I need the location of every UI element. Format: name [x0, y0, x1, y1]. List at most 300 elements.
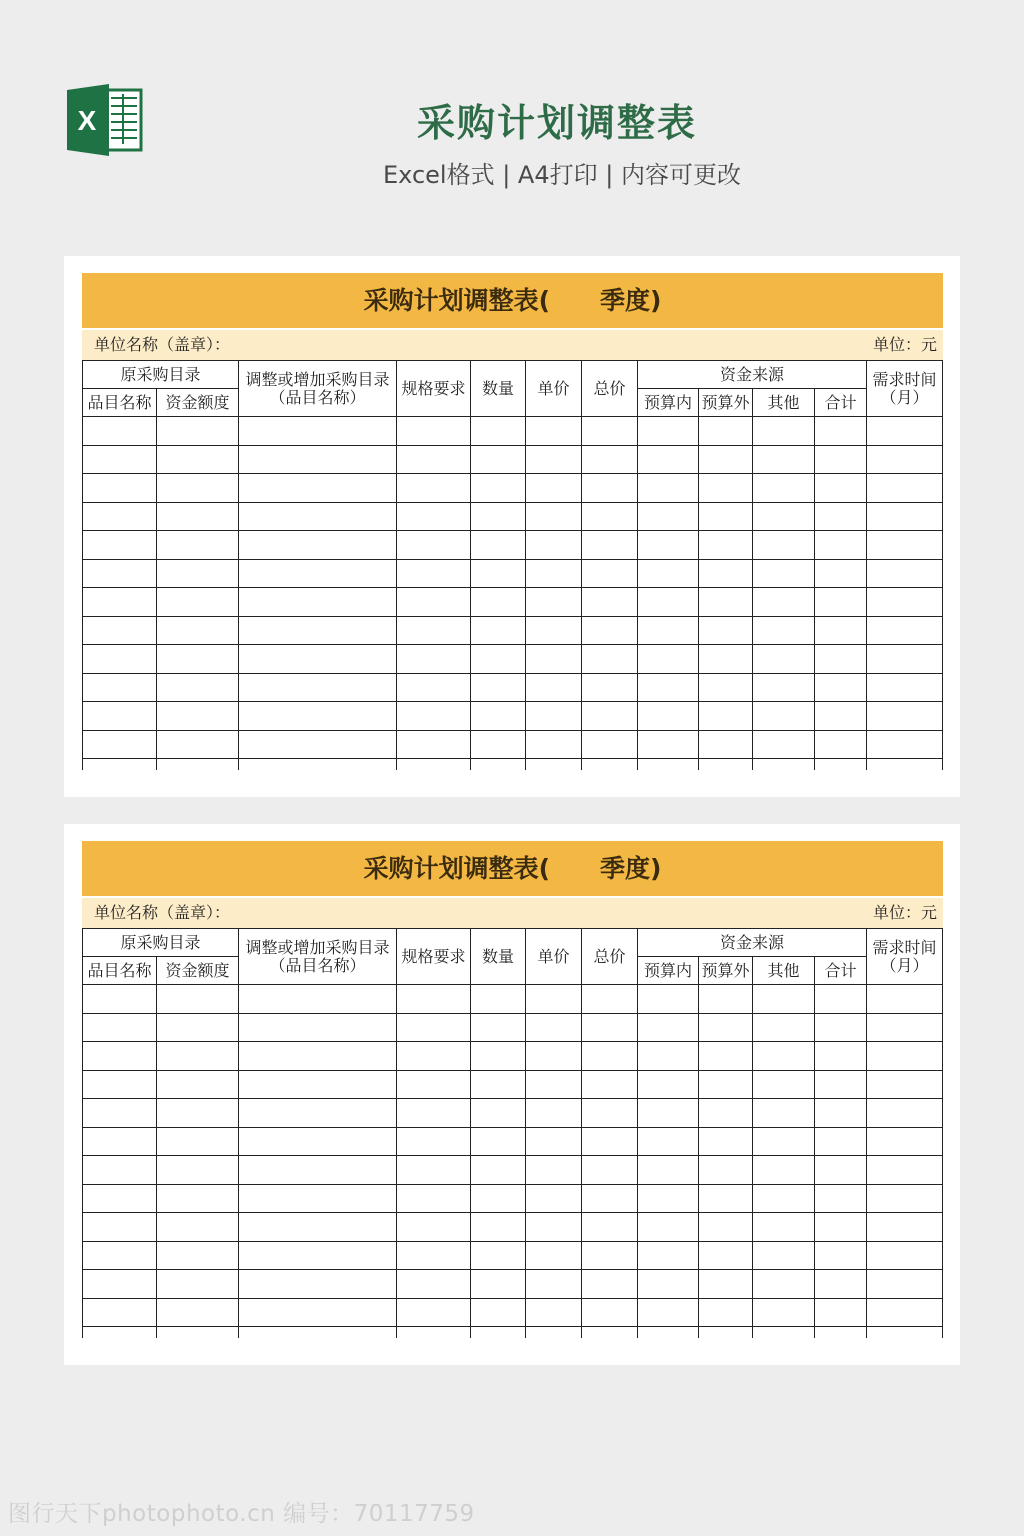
table-cell[interactable]: [815, 702, 867, 731]
table-cell[interactable]: [157, 1184, 239, 1213]
table-cell[interactable]: [526, 1270, 582, 1299]
table-cell[interactable]: [471, 1099, 526, 1128]
table-cell[interactable]: [867, 1213, 943, 1242]
table-cell[interactable]: [815, 1298, 867, 1327]
table-cell[interactable]: [83, 531, 157, 560]
table-cell[interactable]: [638, 417, 699, 446]
table-cell[interactable]: [239, 1270, 397, 1299]
table-cell[interactable]: [815, 1270, 867, 1299]
table-cell[interactable]: [157, 1241, 239, 1270]
table-cell[interactable]: [638, 1270, 699, 1299]
table-cell[interactable]: [815, 645, 867, 674]
table-cell[interactable]: [699, 985, 753, 1014]
table-cell[interactable]: [471, 985, 526, 1014]
table-cell[interactable]: [582, 474, 638, 503]
table-cell[interactable]: [699, 1184, 753, 1213]
table-cell[interactable]: [83, 1013, 157, 1042]
table-cell[interactable]: [638, 502, 699, 531]
table-cell[interactable]: [753, 1184, 815, 1213]
table-cell: [867, 759, 943, 771]
table-cell[interactable]: [239, 531, 397, 560]
table-cell[interactable]: [582, 531, 638, 560]
table-cell[interactable]: [397, 673, 471, 702]
table-cell[interactable]: [397, 1127, 471, 1156]
table-cell[interactable]: [638, 702, 699, 731]
table-cell[interactable]: [699, 474, 753, 503]
table-cell[interactable]: [83, 1156, 157, 1185]
table-cell[interactable]: [239, 502, 397, 531]
table-cell[interactable]: [157, 445, 239, 474]
table-cell[interactable]: [239, 1213, 397, 1242]
table-cell[interactable]: [83, 673, 157, 702]
table-cell[interactable]: [867, 645, 943, 674]
table-cell[interactable]: [638, 616, 699, 645]
table-cell[interactable]: [239, 559, 397, 588]
table-cell[interactable]: [867, 1241, 943, 1270]
table-cell[interactable]: [83, 702, 157, 731]
table-cell[interactable]: [397, 531, 471, 560]
table-cell: [397, 759, 471, 771]
table-cell[interactable]: [582, 1298, 638, 1327]
header-row-1: [83, 929, 943, 957]
table-cell[interactable]: [157, 1127, 239, 1156]
table-cell[interactable]: [83, 1099, 157, 1128]
table-cell[interactable]: [397, 985, 471, 1014]
table-cell[interactable]: [471, 1184, 526, 1213]
table-cell[interactable]: [83, 588, 157, 617]
table-cell[interactable]: [867, 1013, 943, 1042]
table-cell[interactable]: [867, 474, 943, 503]
table-cell[interactable]: [753, 417, 815, 446]
table-cell[interactable]: [239, 474, 397, 503]
table-cell[interactable]: [815, 1127, 867, 1156]
table-cell[interactable]: [157, 730, 239, 759]
table-cell[interactable]: [471, 588, 526, 617]
table-cell[interactable]: [239, 1127, 397, 1156]
table-cell[interactable]: [699, 1099, 753, 1128]
table-cell[interactable]: [471, 1156, 526, 1185]
table-cell[interactable]: [526, 1184, 582, 1213]
table-cell[interactable]: [526, 1042, 582, 1071]
table-cell[interactable]: [582, 645, 638, 674]
table-cell[interactable]: [83, 645, 157, 674]
table-cell[interactable]: [83, 1298, 157, 1327]
table-cell[interactable]: [239, 616, 397, 645]
table-cell[interactable]: [83, 474, 157, 503]
table-cell[interactable]: [699, 417, 753, 446]
table-cell[interactable]: [815, 673, 867, 702]
table-cell[interactable]: [815, 559, 867, 588]
table-cell[interactable]: [471, 616, 526, 645]
table-cell[interactable]: [83, 1184, 157, 1213]
table-cell[interactable]: [699, 531, 753, 560]
table-cell[interactable]: [753, 588, 815, 617]
table-cell[interactable]: [239, 1013, 397, 1042]
table-cell[interactable]: [815, 531, 867, 560]
table-cell[interactable]: [397, 1156, 471, 1185]
table-cell[interactable]: [471, 417, 526, 446]
table-cell[interactable]: [397, 1013, 471, 1042]
table-cell: [815, 1327, 867, 1339]
table-cell[interactable]: [239, 702, 397, 731]
table-cell[interactable]: [239, 1184, 397, 1213]
table-cell[interactable]: [397, 1070, 471, 1099]
table-cell[interactable]: [83, 417, 157, 446]
table-cell[interactable]: [397, 1213, 471, 1242]
table-cell[interactable]: [397, 1042, 471, 1071]
table-cell[interactable]: [867, 502, 943, 531]
table-cell[interactable]: [582, 730, 638, 759]
table-cell[interactable]: [157, 673, 239, 702]
table-cell[interactable]: [83, 502, 157, 531]
table-cell[interactable]: [83, 1042, 157, 1071]
table-cell[interactable]: [753, 702, 815, 731]
table-cell[interactable]: [526, 1213, 582, 1242]
table-cell[interactable]: [239, 1156, 397, 1185]
table-cell: [753, 1327, 815, 1339]
table-cell[interactable]: [157, 1298, 239, 1327]
table-cell[interactable]: [526, 645, 582, 674]
table-cell[interactable]: [471, 531, 526, 560]
table-cell[interactable]: [83, 985, 157, 1014]
table-cell[interactable]: [638, 474, 699, 503]
table-cell[interactable]: [397, 502, 471, 531]
table-cell[interactable]: [157, 588, 239, 617]
table-cell[interactable]: [867, 1070, 943, 1099]
table-cell[interactable]: [638, 1042, 699, 1071]
table-cell[interactable]: [582, 1156, 638, 1185]
table-cell[interactable]: [753, 645, 815, 674]
table-cell[interactable]: [867, 616, 943, 645]
table-cell[interactable]: [239, 1241, 397, 1270]
table-cell[interactable]: [83, 1127, 157, 1156]
table-cell[interactable]: [815, 417, 867, 446]
table-cell[interactable]: [638, 1184, 699, 1213]
table-cell[interactable]: [471, 445, 526, 474]
table-cell[interactable]: [471, 1013, 526, 1042]
table-cell[interactable]: [397, 1241, 471, 1270]
table-cell[interactable]: [753, 1127, 815, 1156]
table-cell[interactable]: [397, 474, 471, 503]
table-cell[interactable]: [753, 1042, 815, 1071]
table-cell[interactable]: [526, 702, 582, 731]
table-cell[interactable]: [699, 445, 753, 474]
table-cell[interactable]: [157, 702, 239, 731]
table-row: [83, 1241, 943, 1270]
table-cell[interactable]: [397, 559, 471, 588]
table-cell[interactable]: [397, 1184, 471, 1213]
table-cell[interactable]: [239, 730, 397, 759]
table-cell[interactable]: [157, 1213, 239, 1242]
table-cell[interactable]: [699, 616, 753, 645]
table-cell[interactable]: [638, 1070, 699, 1099]
table-cell[interactable]: [239, 1042, 397, 1071]
table-cell[interactable]: [83, 1070, 157, 1099]
table-cell[interactable]: [582, 559, 638, 588]
table-cell[interactable]: [83, 616, 157, 645]
table-cell[interactable]: [753, 1270, 815, 1299]
table-cell[interactable]: [397, 588, 471, 617]
table-cell[interactable]: [699, 502, 753, 531]
table-cell[interactable]: [867, 673, 943, 702]
table-cell[interactable]: [239, 588, 397, 617]
table-cell[interactable]: [753, 985, 815, 1014]
table-cell[interactable]: [239, 1298, 397, 1327]
table-cell[interactable]: [157, 559, 239, 588]
table-cell[interactable]: [815, 1013, 867, 1042]
table-cell[interactable]: [815, 445, 867, 474]
table-cell[interactable]: [239, 985, 397, 1014]
table-cell[interactable]: [471, 673, 526, 702]
table-cell[interactable]: [815, 1070, 867, 1099]
table-cell[interactable]: [83, 1270, 157, 1299]
table-cell[interactable]: [83, 1241, 157, 1270]
table-cell[interactable]: [867, 1298, 943, 1327]
table-cell[interactable]: [471, 645, 526, 674]
table-cell[interactable]: [753, 502, 815, 531]
table-cell[interactable]: [157, 417, 239, 446]
table-cell[interactable]: [699, 1070, 753, 1099]
table-cell[interactable]: [526, 1070, 582, 1099]
table-cell[interactable]: [753, 1156, 815, 1185]
table-row: [83, 1070, 943, 1099]
table-cell[interactable]: [526, 445, 582, 474]
table-cell[interactable]: [157, 531, 239, 560]
table-cell[interactable]: [582, 1070, 638, 1099]
table-cell[interactable]: [638, 531, 699, 560]
table-cell[interactable]: [526, 616, 582, 645]
table-cell[interactable]: [699, 1241, 753, 1270]
table-cell[interactable]: [582, 1042, 638, 1071]
table-cell[interactable]: [867, 588, 943, 617]
table-cell[interactable]: [638, 645, 699, 674]
table-cell[interactable]: [638, 1241, 699, 1270]
table-cell[interactable]: [157, 502, 239, 531]
table-cell[interactable]: [753, 559, 815, 588]
table-cell[interactable]: [526, 1013, 582, 1042]
table-cell: [638, 1327, 699, 1339]
table-cell[interactable]: [471, 1127, 526, 1156]
table-cell[interactable]: [867, 559, 943, 588]
table-cell[interactable]: [638, 1156, 699, 1185]
table-cell[interactable]: [397, 616, 471, 645]
table-cell[interactable]: [867, 1127, 943, 1156]
table-cell[interactable]: [157, 645, 239, 674]
table-cell[interactable]: [582, 588, 638, 617]
table-cell[interactable]: [815, 985, 867, 1014]
table-cell[interactable]: [699, 1156, 753, 1185]
table-cell[interactable]: [582, 1241, 638, 1270]
table-cell[interactable]: [471, 502, 526, 531]
table-cell[interactable]: [699, 1298, 753, 1327]
table-cell[interactable]: [157, 1070, 239, 1099]
table-cell[interactable]: [471, 702, 526, 731]
table-cell[interactable]: [526, 1127, 582, 1156]
table-cell[interactable]: [471, 1298, 526, 1327]
table-cell[interactable]: [582, 616, 638, 645]
table-cell[interactable]: [157, 1042, 239, 1071]
table-cell[interactable]: [815, 1213, 867, 1242]
table-cell[interactable]: [397, 1298, 471, 1327]
table-cell[interactable]: [526, 1099, 582, 1128]
table-cell[interactable]: [867, 985, 943, 1014]
table-cell[interactable]: [157, 985, 239, 1014]
table-cell[interactable]: [815, 474, 867, 503]
table-cell[interactable]: [582, 1013, 638, 1042]
table-cell[interactable]: [867, 702, 943, 731]
table-cell[interactable]: [471, 1241, 526, 1270]
table-cell[interactable]: [638, 985, 699, 1014]
table-cell[interactable]: [638, 1213, 699, 1242]
table-cell[interactable]: [699, 1127, 753, 1156]
table-cell[interactable]: [753, 1241, 815, 1270]
table-cell[interactable]: [867, 531, 943, 560]
table-cell[interactable]: [582, 673, 638, 702]
table-cell[interactable]: [753, 616, 815, 645]
table-cell[interactable]: [815, 616, 867, 645]
table-cell[interactable]: [815, 1042, 867, 1071]
table-cell[interactable]: [867, 1156, 943, 1185]
table-cell[interactable]: [753, 445, 815, 474]
table-cell[interactable]: [471, 1042, 526, 1071]
table-cell[interactable]: [815, 1156, 867, 1185]
table-cell[interactable]: [239, 417, 397, 446]
table-cell[interactable]: [83, 445, 157, 474]
table-cell[interactable]: [239, 1070, 397, 1099]
table-cell[interactable]: [157, 616, 239, 645]
table-cell[interactable]: [867, 730, 943, 759]
table-cell[interactable]: [526, 985, 582, 1014]
table-cell[interactable]: [157, 1099, 239, 1128]
table-cell[interactable]: [699, 673, 753, 702]
table-cell[interactable]: [526, 531, 582, 560]
table-cell[interactable]: [526, 502, 582, 531]
table-cell[interactable]: [638, 445, 699, 474]
table-cell[interactable]: [582, 1099, 638, 1128]
table-cell[interactable]: [526, 1241, 582, 1270]
table-cell[interactable]: [582, 502, 638, 531]
table-cell[interactable]: [582, 985, 638, 1014]
table-cell[interactable]: [471, 474, 526, 503]
table-cell[interactable]: [157, 1270, 239, 1299]
table-cell[interactable]: [582, 1213, 638, 1242]
table-cell[interactable]: [239, 445, 397, 474]
table-cell[interactable]: [582, 1270, 638, 1299]
table-cell[interactable]: [157, 1156, 239, 1185]
table-cell[interactable]: [638, 1298, 699, 1327]
table-cell[interactable]: [699, 1042, 753, 1071]
table-cell[interactable]: [471, 1270, 526, 1299]
table-cell[interactable]: [239, 1099, 397, 1128]
table-cell[interactable]: [582, 1184, 638, 1213]
page-subtitle: Excel格式 | A4打印 | 内容可更改: [383, 161, 741, 189]
table-cell[interactable]: [157, 474, 239, 503]
table-cell[interactable]: [83, 1213, 157, 1242]
table-cell[interactable]: [239, 645, 397, 674]
table-cell[interactable]: [867, 1042, 943, 1071]
table-cell[interactable]: [526, 474, 582, 503]
table-cell[interactable]: [867, 417, 943, 446]
table-cell[interactable]: [83, 730, 157, 759]
table-cell[interactable]: [526, 1298, 582, 1327]
table-cell[interactable]: [753, 1298, 815, 1327]
table-cell[interactable]: [699, 1213, 753, 1242]
table-cell[interactable]: [699, 588, 753, 617]
table-cell[interactable]: [753, 730, 815, 759]
table-cell[interactable]: [582, 417, 638, 446]
table-cell[interactable]: [867, 1270, 943, 1299]
table-cell[interactable]: [638, 673, 699, 702]
table-cell[interactable]: [582, 702, 638, 731]
table-cell[interactable]: [526, 730, 582, 759]
table-cell[interactable]: [397, 702, 471, 731]
table-cell[interactable]: [815, 588, 867, 617]
table-cell[interactable]: [753, 1070, 815, 1099]
table-cell[interactable]: [699, 730, 753, 759]
table-cell[interactable]: [638, 1127, 699, 1156]
table-cell[interactable]: [582, 1127, 638, 1156]
table-cell[interactable]: [397, 730, 471, 759]
table-cell[interactable]: [815, 1184, 867, 1213]
table-cell[interactable]: [157, 1013, 239, 1042]
table-cell[interactable]: [638, 588, 699, 617]
table-cell[interactable]: [397, 1270, 471, 1299]
table-cell[interactable]: [699, 645, 753, 674]
table-cell[interactable]: [397, 1099, 471, 1128]
table-cell: [83, 759, 157, 771]
table-cell[interactable]: [638, 1099, 699, 1128]
table-cell[interactable]: [397, 445, 471, 474]
table-cell[interactable]: [867, 1184, 943, 1213]
table-cell[interactable]: [526, 559, 582, 588]
table-cell[interactable]: [815, 1099, 867, 1128]
table-cell[interactable]: [699, 559, 753, 588]
table-cell[interactable]: [397, 645, 471, 674]
table-cell[interactable]: [815, 730, 867, 759]
table-cell[interactable]: [239, 673, 397, 702]
table-cell[interactable]: [582, 445, 638, 474]
table-cell[interactable]: [753, 1013, 815, 1042]
table-cell[interactable]: [867, 445, 943, 474]
table-cell[interactable]: [526, 673, 582, 702]
table-cell[interactable]: [753, 673, 815, 702]
table-cell[interactable]: [753, 531, 815, 560]
table-cell[interactable]: [526, 1156, 582, 1185]
col-other: 其他: [753, 957, 815, 985]
table-cell[interactable]: [699, 1270, 753, 1299]
table-cell[interactable]: [471, 1213, 526, 1242]
table-cell[interactable]: [753, 1213, 815, 1242]
table-cell[interactable]: [753, 474, 815, 503]
table-cell[interactable]: [638, 730, 699, 759]
table-cell[interactable]: [471, 730, 526, 759]
table-cell[interactable]: [815, 1241, 867, 1270]
table-cell[interactable]: [397, 417, 471, 446]
table-cell[interactable]: [83, 559, 157, 588]
col-subtotal: 合计: [815, 389, 867, 417]
table-cell[interactable]: [699, 1013, 753, 1042]
table-cell[interactable]: [815, 502, 867, 531]
table-cell[interactable]: [638, 559, 699, 588]
table-cell[interactable]: [867, 1099, 943, 1128]
table-cell[interactable]: [526, 417, 582, 446]
table-cell[interactable]: [526, 588, 582, 617]
table-cell[interactable]: [638, 1013, 699, 1042]
table-cell[interactable]: [753, 1099, 815, 1128]
table-cell[interactable]: [471, 1070, 526, 1099]
table-cell[interactable]: [699, 702, 753, 731]
table-cell[interactable]: [471, 559, 526, 588]
